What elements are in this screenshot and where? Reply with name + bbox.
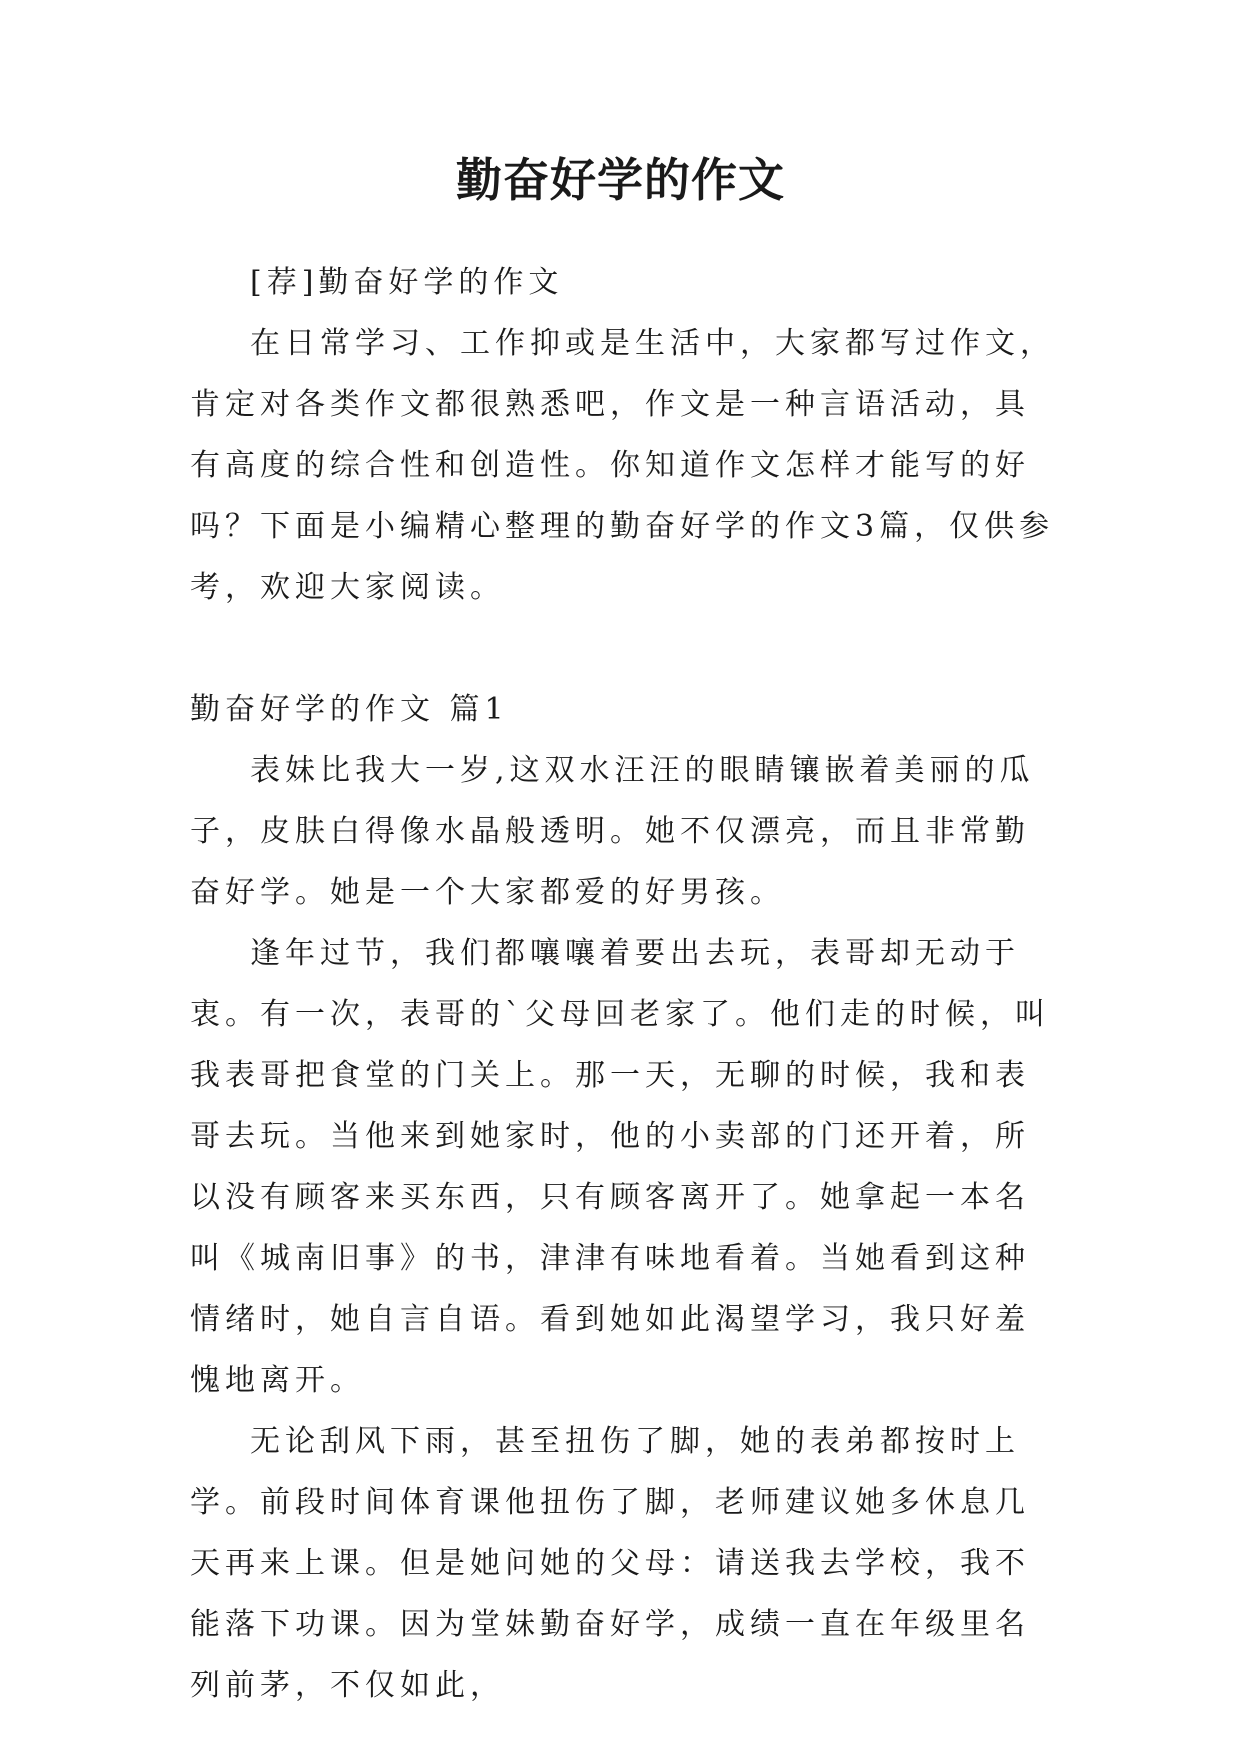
document-title: 勤奋好学的作文	[456, 153, 785, 207]
paragraph-gap	[190, 618, 1060, 679]
body-paragraph-3: 无论刮风下雨，甚至扭伤了脚，她的表弟都按时上学。前段时间体育课他扭伤了脚，老师建议她多休息几天再来上课。但是她问她的父母：请送我去学校，我不能落下功课。因为堂妹勤奋好学，成绩一直在年级里名列前茅，不仅如此，	[190, 1424, 1030, 1703]
section-heading: 勤奋好学的作文 篇1	[190, 692, 509, 727]
intro-heading: [荐]勤奋好学的作文	[250, 265, 564, 300]
body-paragraph-2: 逢年过节，我们都嚷嚷着要出去玩，表哥却无动于衷。有一次，表哥的`父母回老家了。他们走的时候，叫我表哥把食堂的门关上。那一天，无聊的时候，我和表哥去玩。当他来到她家时，他的小卖部的门还开着，所以没有顾客来买东西，只有顾客离开了。她拿起一本名叫《城南旧事》的书，津津有味地看着。当她看到这种情绪时，她自言自语。看到她如此渴望学习，我只好羞愧地离开。	[190, 936, 1050, 1398]
intro-paragraph: 在日常学习、工作抑或是生活中，大家都写过作文，肯定对各类作文都很熟悉吧，作文是一种言语活动，具有高度的综合性和创造性。你知道作文怎样才能写的好吗？下面是小编精心整理的勤奋好学的作文3篇，仅供参考，欢迎大家阅读。	[190, 326, 1055, 605]
document-body	[190, 252, 1060, 1716]
body-paragraph-1: 表妹比我大一岁,这双水汪汪的眼睛镶嵌着美丽的瓜子，皮肤白得像水晶般透明。她不仅漂亮，而且非常勤奋好学。她是一个大家都爱的好男孩。	[190, 753, 1035, 910]
